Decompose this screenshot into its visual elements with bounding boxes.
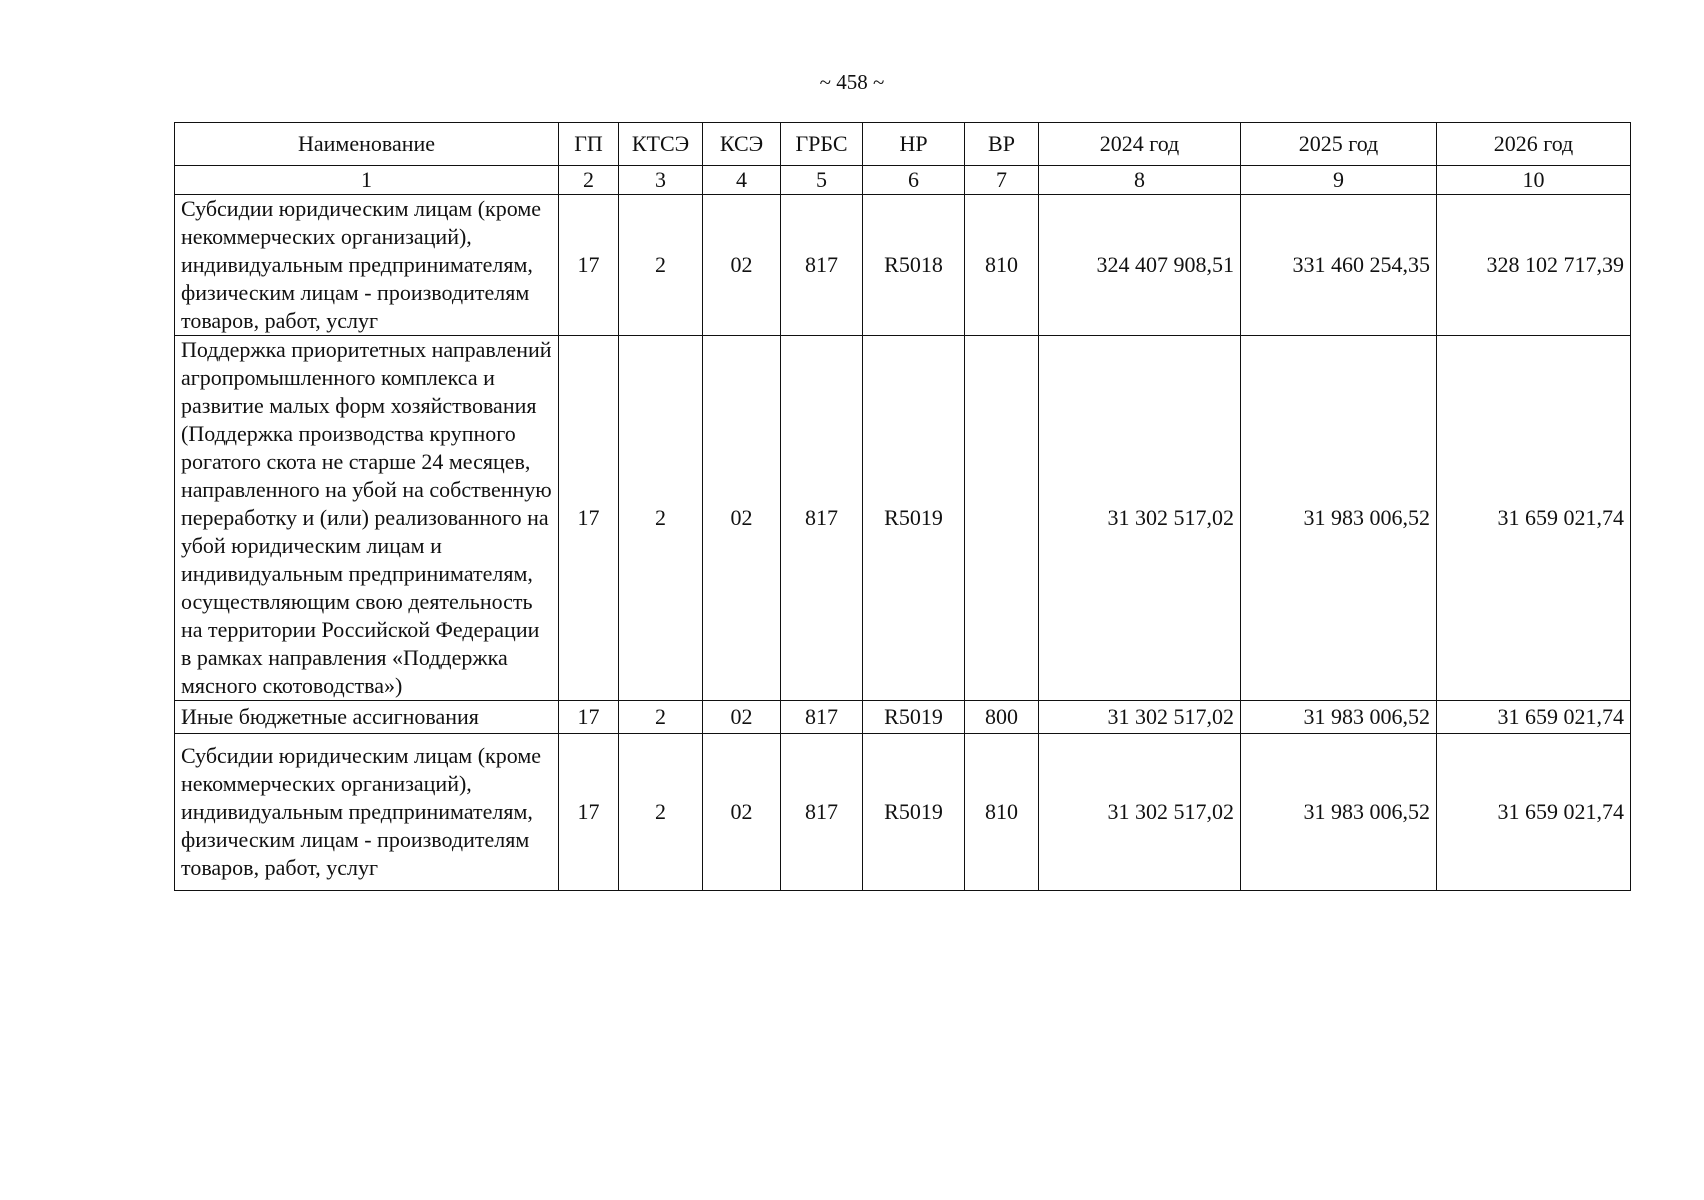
header-kse: КСЭ [703,123,781,166]
row-amount-2024: 31 302 517,02 [1039,336,1241,701]
row-vr: 810 [965,195,1039,336]
header-vr: ВР [965,123,1039,166]
row-amount-2026: 31 659 021,74 [1437,701,1631,734]
header-year-2026: 2026 год [1437,123,1631,166]
header-name: Наименование [175,123,559,166]
row-ktse: 2 [619,336,703,701]
budget-table [174,122,1631,891]
table-row [175,336,1631,701]
row-amount-2024: 324 407 908,51 [1039,195,1241,336]
row-vr: 800 [965,701,1039,734]
row-kse: 02 [703,195,781,336]
row-vr [965,336,1039,701]
row-amount-2026: 328 102 717,39 [1437,195,1631,336]
row-vr: 810 [965,734,1039,891]
header-year-2025: 2025 год [1241,123,1437,166]
row-ktse: 2 [619,701,703,734]
header-gp: ГП [559,123,619,166]
row-amount-2026: 31 659 021,74 [1437,734,1631,891]
column-number: 3 [619,166,703,195]
row-name: Иные бюджетные ассигнования [175,701,559,734]
row-grbs: 817 [781,701,863,734]
row-ktse: 2 [619,195,703,336]
row-gp: 17 [559,336,619,701]
row-name: Субсидии юридическим лицам (кроме некоммерческих организаций), индивидуальным предпринимателям, физическим лицам - производителям товаров, работ, услуг [175,734,559,891]
row-nr: R5018 [863,195,965,336]
table-row [175,734,1631,891]
table-row [175,195,1631,336]
row-name: Субсидии юридическим лицам (кроме некоммерческих организаций), индивидуальным предпринимателям, физическим лицам - производителям товаров, работ, услуг [175,195,559,336]
column-number: 5 [781,166,863,195]
page-number: ~ 458 ~ [819,70,885,94]
row-amount-2025: 31 983 006,52 [1241,336,1437,701]
row-gp: 17 [559,195,619,336]
header-grbs: ГРБС [781,123,863,166]
row-nr: R5019 [863,701,965,734]
row-gp: 17 [559,734,619,891]
row-amount-2025: 31 983 006,52 [1241,701,1437,734]
column-number: 8 [1039,166,1241,195]
header-year-2024: 2024 год [1039,123,1241,166]
column-number: 10 [1437,166,1631,195]
column-number: 9 [1241,166,1437,195]
row-kse: 02 [703,734,781,891]
row-amount-2025: 331 460 254,35 [1241,195,1437,336]
header-ktse: КТСЭ [619,123,703,166]
row-kse: 02 [703,701,781,734]
row-amount-2024: 31 302 517,02 [1039,734,1241,891]
row-grbs: 817 [781,734,863,891]
row-amount-2024: 31 302 517,02 [1039,701,1241,734]
column-number: 2 [559,166,619,195]
row-grbs: 817 [781,195,863,336]
row-kse: 02 [703,336,781,701]
row-grbs: 817 [781,336,863,701]
row-name: Поддержка приоритетных направлений агропромышленного комплекса и развитие малых форм хозяйствования (Поддержка производства крупного рогатого скота не старше 24 месяцев, направленного на убой на собственную переработку и (или) реализованного на убой юридическим лицам и индивидуальным предпринимателям, осуществляющим свою деятельность на территории Российской Федерации в рамках направления «Поддержка мясного скотоводства») [175,336,559,701]
table-row [175,701,1631,734]
header-nr: НР [863,123,965,166]
column-number: 1 [175,166,559,195]
row-amount-2025: 31 983 006,52 [1241,734,1437,891]
row-nr: R5019 [863,734,965,891]
column-number: 6 [863,166,965,195]
row-nr: R5019 [863,336,965,701]
column-number: 7 [965,166,1039,195]
row-ktse: 2 [619,734,703,891]
column-number: 4 [703,166,781,195]
column-number-row [175,166,1631,195]
row-amount-2026: 31 659 021,74 [1437,336,1631,701]
table-header-row [175,123,1631,166]
row-gp: 17 [559,701,619,734]
